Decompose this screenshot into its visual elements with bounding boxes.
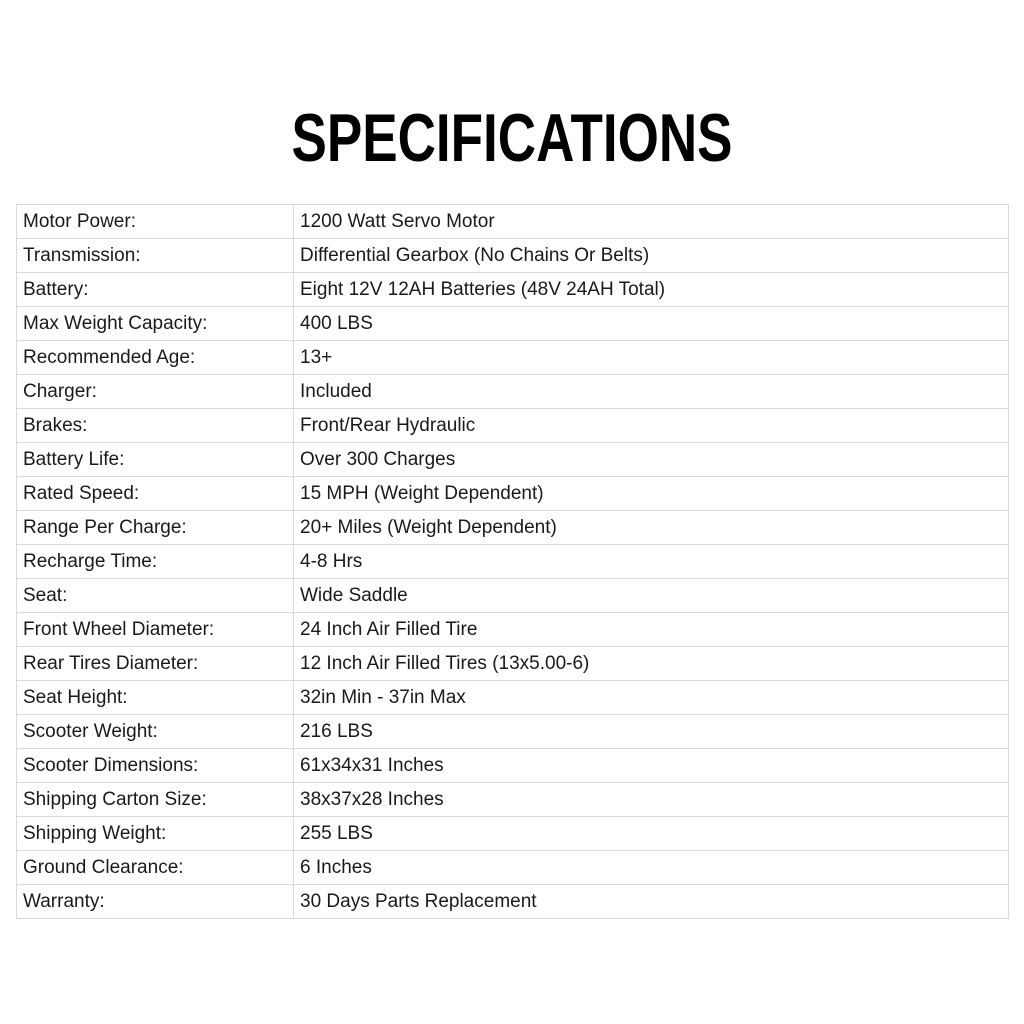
table-row [17,205,1009,239]
spec-value: 15 MPH (Weight Dependent) [294,477,1009,511]
spec-value: 13+ [294,341,1009,375]
spec-value: 1200 Watt Servo Motor [294,205,1009,239]
table-row [17,511,1009,545]
spec-label: Charger: [17,375,294,409]
table-row [17,647,1009,681]
table-row [17,477,1009,511]
spec-value: Front/Rear Hydraulic [294,409,1009,443]
spec-value: Wide Saddle [294,579,1009,613]
spec-label: Scooter Dimensions: [17,749,294,783]
page-title: SPECIFICATIONS [291,100,733,176]
spec-label: Scooter Weight: [17,715,294,749]
spec-value: 24 Inch Air Filled Tire [294,613,1009,647]
spec-value: 38x37x28 Inches [294,783,1009,817]
table-row [17,307,1009,341]
spec-value: 30 Days Parts Replacement [294,885,1009,919]
table-row [17,783,1009,817]
table-row [17,681,1009,715]
spec-value: 216 LBS [294,715,1009,749]
spec-label: Recommended Age: [17,341,294,375]
specifications-table [16,204,1009,919]
spec-value: Included [294,375,1009,409]
spec-value: 400 LBS [294,307,1009,341]
table-row [17,341,1009,375]
table-row [17,375,1009,409]
table-row [17,409,1009,443]
spec-label: Warranty: [17,885,294,919]
spec-label: Seat: [17,579,294,613]
spec-label: Battery: [17,273,294,307]
spec-label: Rated Speed: [17,477,294,511]
table-row [17,885,1009,919]
spec-label: Shipping Weight: [17,817,294,851]
table-row [17,443,1009,477]
spec-value: 32in Min - 37in Max [294,681,1009,715]
spec-label: Rear Tires Diameter: [17,647,294,681]
spec-value: 6 Inches [294,851,1009,885]
spec-label: Front Wheel Diameter: [17,613,294,647]
spec-label: Motor Power: [17,205,294,239]
spec-value: 61x34x31 Inches [294,749,1009,783]
spec-value: 20+ Miles (Weight Dependent) [294,511,1009,545]
table-row [17,239,1009,273]
table-row [17,273,1009,307]
spec-value: Over 300 Charges [294,443,1009,477]
spec-value: Eight 12V 12AH Batteries (48V 24AH Total) [294,273,1009,307]
table-row [17,545,1009,579]
spec-label: Transmission: [17,239,294,273]
spec-label: Brakes: [17,409,294,443]
spec-value: Differential Gearbox (No Chains Or Belts) [294,239,1009,273]
spec-label: Shipping Carton Size: [17,783,294,817]
table-row [17,749,1009,783]
spec-value: 255 LBS [294,817,1009,851]
spec-label: Seat Height: [17,681,294,715]
spec-label: Range Per Charge: [17,511,294,545]
spec-value: 12 Inch Air Filled Tires (13x5.00-6) [294,647,1009,681]
spec-label: Recharge Time: [17,545,294,579]
table-row [17,715,1009,749]
table-row [17,817,1009,851]
spec-label: Ground Clearance: [17,851,294,885]
spec-label: Battery Life: [17,443,294,477]
spec-value: 4-8 Hrs [294,545,1009,579]
table-row [17,613,1009,647]
table-row [17,579,1009,613]
table-row [17,851,1009,885]
spec-label: Max Weight Capacity: [17,307,294,341]
